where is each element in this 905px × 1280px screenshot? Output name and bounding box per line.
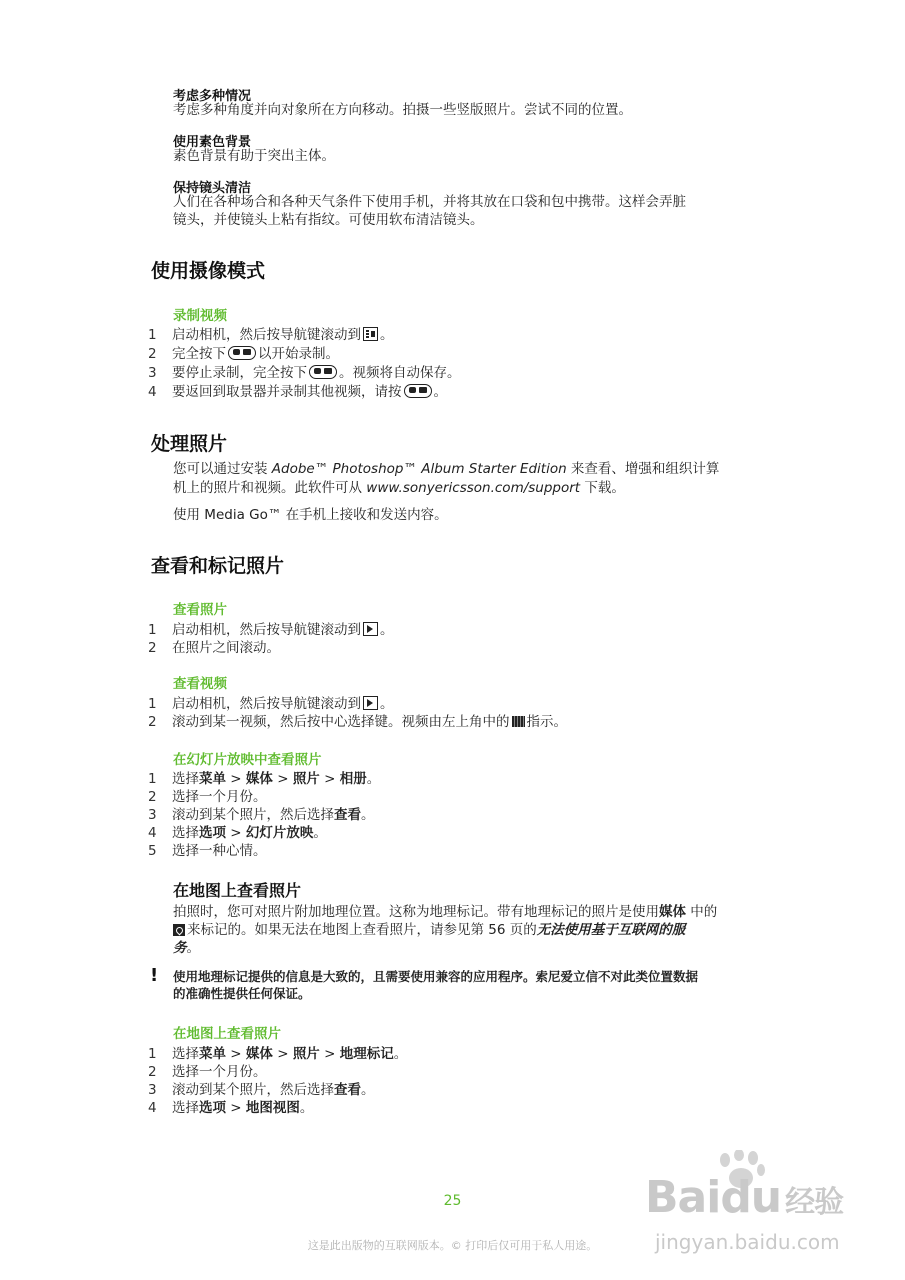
step-text: 。 — [433, 384, 447, 400]
watermark-url: jingyan.baidu.com — [655, 1230, 840, 1254]
step-text: 以开始录制。 — [258, 346, 339, 362]
text: 拍照时，您可对照片附加地理位置。这称为地理标记。带有地理标记的照片是使用 — [173, 904, 659, 920]
tip-title: 保持镜头清洁 — [173, 181, 252, 196]
paragraph — [173, 921, 685, 940]
separator: > — [226, 1100, 246, 1116]
step-text: 。 — [380, 327, 394, 343]
step-item — [148, 1063, 267, 1081]
menu-path-item: 媒体 — [659, 904, 686, 920]
playback-icon — [363, 622, 378, 636]
section-heading: 查看和标记照片 — [151, 555, 285, 577]
step-text: 指示。 — [526, 714, 567, 730]
subheading: 在幻灯片放映中查看照片 — [173, 752, 322, 768]
step-text: 。 — [366, 771, 381, 787]
tip-body: 镜头，并使镜头上粘有指纹。可使用软布清洁镜头。 — [173, 212, 484, 228]
menu-path-item: 查看 — [334, 807, 361, 823]
step-number: 1 — [148, 1046, 157, 1062]
subheading: 查看照片 — [173, 602, 227, 618]
separator: > — [272, 771, 293, 787]
separator: > — [319, 1046, 340, 1062]
separator: > — [319, 771, 340, 787]
video-mode-icon — [363, 327, 378, 341]
text: 中的 — [686, 904, 718, 920]
support-link[interactable]: www.sonyericsson.com/support — [366, 480, 581, 496]
menu-path-item: 照片 — [292, 1046, 320, 1062]
tip-title: 考虑多种情况 — [173, 89, 252, 104]
tip-title: 使用素色背景 — [173, 135, 252, 150]
step-text: 。视频将自动保存。 — [339, 365, 461, 381]
menu-path-item: 选项 — [199, 825, 226, 841]
step-number: 1 — [148, 696, 157, 712]
camera-key-icon — [309, 365, 337, 379]
step-text: 。 — [361, 807, 375, 823]
text: 来查看、增强和组织计算 — [566, 461, 720, 477]
step-item — [148, 842, 267, 860]
paragraph — [173, 479, 625, 498]
text: 下载。 — [580, 480, 625, 496]
menu-path-item: 相册 — [339, 771, 367, 787]
subheading: 查看视频 — [173, 676, 227, 692]
step-text: 滚动到某一视频，然后按中心选择键。视频由左上角中的 — [172, 714, 510, 730]
menu-path-item: 选项 — [199, 1100, 226, 1116]
warning-text: 使用地理标记提供的信息是大致的，且需要使用兼容的应用程序。索尼爱立信不对此类位置数据 — [173, 969, 699, 984]
menu-path-item: 菜单 — [199, 771, 226, 787]
cross-reference-link[interactable]: 无法使用基于互联网的服 — [536, 922, 686, 938]
step-item — [148, 695, 394, 713]
text: 您可以通过安装 — [173, 461, 272, 477]
cross-reference-link[interactable]: 务 — [173, 940, 187, 956]
text: 。 — [186, 940, 200, 956]
step-text: 启动相机，然后按导航键滚动到 — [172, 327, 361, 343]
step-text: 。 — [380, 622, 394, 638]
geotag-icon — [173, 924, 185, 936]
warning-text: 的准确性提供任何保证。 — [173, 986, 311, 1001]
camera-key-icon — [404, 384, 432, 398]
step-number: 4 — [148, 1100, 157, 1116]
step-number: 5 — [148, 843, 157, 859]
step-item — [148, 621, 394, 639]
step-text: 选择一种心情。 — [172, 843, 267, 859]
section-heading: 处理照片 — [151, 433, 228, 455]
step-number: 2 — [148, 714, 157, 730]
watermark — [645, 1150, 885, 1260]
subheading: 录制视频 — [173, 308, 227, 324]
step-number: 1 — [148, 771, 157, 787]
step-number: 1 — [148, 327, 157, 343]
step-number: 2 — [148, 1064, 157, 1080]
video-indicator-icon — [512, 716, 525, 727]
step-number: 4 — [148, 825, 157, 841]
step-number: 1 — [148, 622, 157, 638]
paragraph — [173, 460, 719, 479]
playback-icon — [363, 696, 378, 710]
tip-body: 考虑多种角度并向对象所在方向移动。拍摄一些竖版照片。尝试不同的位置。 — [173, 102, 632, 118]
separator: > — [272, 1046, 293, 1062]
step-text: 滚动到某个照片，然后选择 — [172, 1082, 334, 1098]
step-item — [148, 770, 380, 788]
step-number: 2 — [148, 640, 157, 656]
paragraph — [173, 939, 200, 958]
step-text: 要停止录制，完全按下 — [172, 365, 307, 381]
step-item — [148, 1081, 375, 1099]
step-item — [148, 639, 280, 657]
step-text: 选择 — [172, 1046, 199, 1062]
menu-path-item: 媒体 — [245, 771, 273, 787]
paragraph — [173, 903, 717, 922]
step-text: 要返回到取景器并录制其他视频，请按 — [172, 384, 402, 400]
menu-path-item: 媒体 — [245, 1046, 273, 1062]
watermark-logo: Baidu 经验 — [645, 1172, 844, 1223]
step-number: 2 — [148, 346, 157, 362]
section-heading: 使用摄像模式 — [151, 260, 266, 282]
step-text: 滚动到某个照片，然后选择 — [172, 807, 334, 823]
step-number: 3 — [148, 1082, 157, 1098]
page-number: 25 — [443, 1193, 462, 1209]
step-item — [148, 788, 267, 806]
menu-path-item: 幻灯片放映 — [245, 825, 314, 841]
step-text: 选择 — [172, 771, 199, 787]
step-item — [148, 326, 394, 344]
text: 来标记的。如果无法在地图上查看照片，请参见第 56 页的 — [187, 922, 537, 938]
italic-text: Adobe™ Photoshop™ Album Starter Edition — [271, 461, 567, 477]
step-text: 完全按下 — [172, 346, 226, 362]
text: 机上的照片和视频。此软件可从 — [173, 480, 367, 496]
step-item — [148, 806, 375, 824]
step-text: 启动相机，然后按导航键滚动到 — [172, 696, 361, 712]
section-heading: 在地图上查看照片 — [173, 881, 302, 900]
menu-path-item: 地理标记 — [339, 1046, 394, 1062]
step-item — [148, 824, 327, 842]
step-text: 。 — [393, 1046, 408, 1062]
menu-path-item: 地图视图 — [245, 1100, 300, 1116]
step-text: 。 — [361, 1082, 375, 1098]
paragraph: 使用 Media Go™ 在手机上接收和发送内容。 — [173, 507, 448, 523]
tip-body: 人们在各种场合和各种天气条件下使用手机，并将其放在口袋和包中携带。这样会弄脏 — [173, 194, 686, 210]
step-item — [148, 383, 447, 401]
step-number: 2 — [148, 789, 157, 805]
step-number: 4 — [148, 384, 157, 400]
menu-path-item: 查看 — [334, 1082, 361, 1098]
step-text: 。 — [380, 696, 394, 712]
separator: > — [226, 825, 246, 841]
separator: > — [226, 771, 246, 787]
separator: > — [226, 1046, 246, 1062]
step-text: 选择 — [172, 1100, 199, 1116]
step-item — [148, 713, 567, 731]
step-number: 3 — [148, 807, 157, 823]
step-text: 选择 — [172, 825, 199, 841]
step-text: 启动相机，然后按导航键滚动到 — [172, 622, 361, 638]
subheading: 在地图上查看照片 — [173, 1026, 281, 1042]
step-number: 3 — [148, 365, 157, 381]
step-item — [148, 364, 461, 382]
step-text: 。 — [313, 825, 327, 841]
step-item — [148, 1045, 407, 1063]
footer-notice: 这是此出版物的互联网版本。© 打印后仅可用于私人用途。 — [307, 1239, 598, 1252]
warning-icon: ! — [150, 965, 159, 986]
tip-body: 素色背景有助于突出主体。 — [173, 148, 335, 164]
menu-path-item: 照片 — [292, 771, 320, 787]
step-item — [148, 1099, 313, 1117]
step-text: 选择一个月份。 — [172, 1064, 267, 1080]
camera-key-icon — [228, 346, 256, 360]
step-text: 在照片之间滚动。 — [172, 640, 280, 656]
step-text: 选择一个月份。 — [172, 789, 267, 805]
menu-path-item: 菜单 — [199, 1046, 226, 1062]
step-item — [148, 345, 339, 363]
step-text: 。 — [299, 1100, 314, 1116]
